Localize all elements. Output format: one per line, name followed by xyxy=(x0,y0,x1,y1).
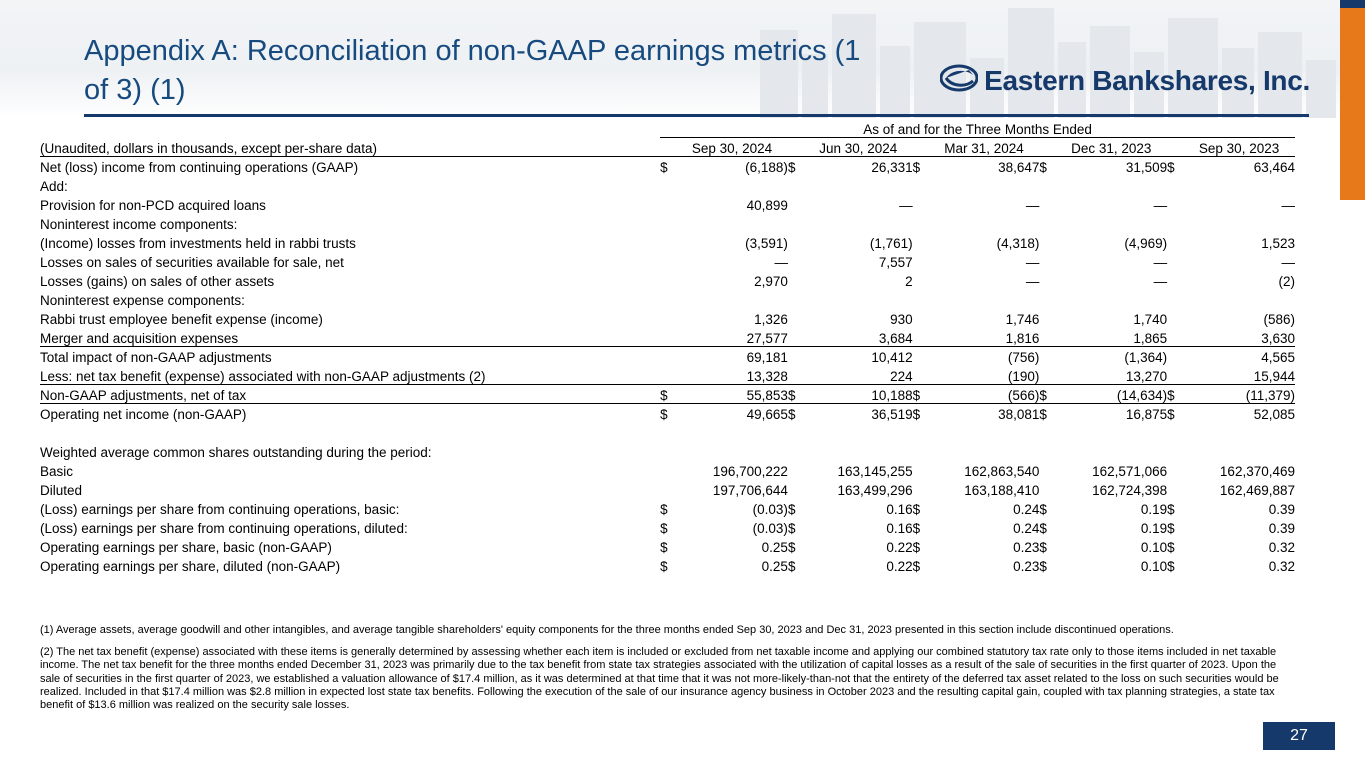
currency-symbol xyxy=(1039,175,1055,194)
row-label: Total impact of non-GAAP adjustments xyxy=(40,346,660,365)
company-logo-text: Eastern Bankshares, Inc. xyxy=(984,64,1310,96)
cell-value: (11,379) xyxy=(1183,384,1295,403)
row-label: Rabbi trust employee benefit expense (income) xyxy=(40,312,323,327)
cell-value: 1,326 xyxy=(754,312,788,327)
cell-value: (190) xyxy=(1007,368,1040,384)
currency-symbol xyxy=(788,232,804,251)
currency-symbol xyxy=(660,327,676,346)
cell-value: 163,188,410 xyxy=(964,483,1040,498)
cell-value: (0.03) xyxy=(752,502,788,517)
cell-value xyxy=(1183,213,1295,232)
currency-symbol xyxy=(913,194,929,213)
cell-value xyxy=(676,441,788,460)
currency-symbol: $ xyxy=(788,403,804,422)
currency-symbol xyxy=(788,251,804,270)
currency-symbol xyxy=(660,308,676,327)
currency-symbol: $ xyxy=(787,540,796,555)
unit-note: (Unaudited, dollars in thousands, except per-share data) xyxy=(40,140,377,156)
currency-symbol: $ xyxy=(660,384,676,403)
cell-value xyxy=(676,213,788,232)
cell-value xyxy=(676,175,788,194)
col-header-2: Mar 31, 2024 xyxy=(929,137,1040,156)
currency-symbol xyxy=(1039,346,1055,365)
currency-symbol xyxy=(1167,232,1183,251)
currency-symbol xyxy=(1167,289,1183,308)
table-row xyxy=(40,346,1295,365)
col-header-0: Sep 30, 2024 xyxy=(676,137,788,156)
currency-symbol xyxy=(660,460,676,479)
cell-value xyxy=(1055,213,1167,232)
company-logo xyxy=(940,62,1310,99)
row-label xyxy=(40,422,660,441)
cell-value: (1,761) xyxy=(869,236,913,251)
footnotes xyxy=(40,624,1285,721)
cell-value: 69,181 xyxy=(676,346,788,365)
currency-symbol xyxy=(913,441,929,460)
currency-symbol xyxy=(1167,213,1183,232)
table-row xyxy=(40,270,1295,289)
currency-symbol xyxy=(1039,460,1055,479)
cell-value: — xyxy=(1281,255,1295,270)
cell-value: 0.25 xyxy=(761,540,788,555)
cell-value xyxy=(1055,422,1167,441)
cell-value: 7,557 xyxy=(878,255,913,270)
cell-value: 40,899 xyxy=(746,198,788,213)
cell-value xyxy=(1055,289,1167,308)
table-row xyxy=(40,384,1295,403)
currency-symbol xyxy=(660,175,676,194)
currency-symbol xyxy=(660,365,676,384)
currency-symbol xyxy=(913,327,929,346)
cell-value: 0.22 xyxy=(886,559,913,574)
cell-value xyxy=(929,175,1040,194)
currency-symbol xyxy=(1039,270,1055,289)
cell-value: 0.19 xyxy=(1140,502,1168,517)
currency-symbol xyxy=(913,460,929,479)
cell-value: (4,318) xyxy=(996,236,1040,251)
currency-symbol: $ xyxy=(913,403,929,422)
cell-value: (14,634) xyxy=(1055,384,1167,403)
cell-value: 0.22 xyxy=(886,540,913,555)
currency-symbol: $ xyxy=(912,559,921,574)
table-column-header-row xyxy=(40,137,1295,156)
cell-value xyxy=(929,289,1040,308)
table-row xyxy=(40,422,1295,441)
cell-value: (0.03) xyxy=(752,521,788,536)
cell-value: — xyxy=(774,255,788,270)
row-label: Add: xyxy=(40,179,68,194)
row-label: Provision for non-PCD acquired loans xyxy=(40,198,266,213)
currency-symbol: $ xyxy=(660,540,668,555)
cell-value: — xyxy=(1281,198,1295,213)
table-row xyxy=(40,365,1295,384)
currency-symbol xyxy=(913,365,929,384)
currency-symbol xyxy=(913,308,929,327)
currency-symbol: $ xyxy=(913,384,929,403)
cell-value: 3,684 xyxy=(878,330,913,346)
currency-symbol: $ xyxy=(1039,403,1055,422)
cell-value: 55,853 xyxy=(676,384,788,403)
cell-value xyxy=(929,213,1040,232)
col-header-3: Dec 31, 2023 xyxy=(1055,137,1167,156)
cell-value: 0.24 xyxy=(1013,521,1040,536)
cell-value xyxy=(929,441,1040,460)
table-row xyxy=(40,289,1295,308)
cell-value xyxy=(1183,175,1295,194)
cell-value: (4,969) xyxy=(1124,236,1168,251)
currency-symbol: $ xyxy=(1039,502,1047,517)
currency-symbol xyxy=(660,251,676,270)
cell-value: 0.10 xyxy=(1140,559,1168,574)
cell-value: 63,464 xyxy=(1183,156,1295,175)
row-label: Less: net tax benefit (expense) associated with non-GAAP adjustments (2) xyxy=(40,368,486,384)
table-row xyxy=(40,327,1295,346)
currency-symbol xyxy=(1167,441,1183,460)
footnote-2: (2) The net tax benefit (expense) associated with these items is generally determined by assessing whether each item is included or excluded from net taxable income and applying our combined statutory tax rate only to those items included in net taxable income. The net tax benefit for the three months ended December 31, 2023 was primarily due to the tax benefit from state tax strategies associated with the utilization of capital losses as a result of the sale of securities in the first quarter of 2023. Upon the sale of securities in the first quarter of 2023, we established a valuation allowance of $17.4 million, as it was determined at that time that it was not more-likely-than-not that the entirety of the deferred tax asset related to the loss on such securities would be realized. Included in that $17.4 million was $2.8 million in expected lost state tax benefits. Following the execution of the sale of our insurance agency business in October 2023 and the resulting capital gain, coupled with tax planning strategies, a state tax benefit of $13.6 million was realized on the security sale losses. xyxy=(40,646,1279,712)
currency-symbol: $ xyxy=(912,540,921,555)
cell-value xyxy=(1183,289,1295,308)
cell-value xyxy=(804,213,913,232)
cell-value: 163,145,255 xyxy=(837,464,913,479)
currency-symbol xyxy=(913,289,929,308)
col-header-4: Sep 30, 2023 xyxy=(1183,137,1295,156)
cell-value: — xyxy=(1153,255,1168,270)
cell-value: 0.23 xyxy=(1013,540,1040,555)
currency-symbol xyxy=(660,346,676,365)
row-label: Basic xyxy=(40,464,74,479)
currency-symbol xyxy=(788,213,804,232)
currency-symbol xyxy=(1167,251,1183,270)
currency-symbol xyxy=(1167,422,1183,441)
row-label: Operating earnings per share, basic (non-GAAP) xyxy=(40,540,332,555)
right-edge-white-fill xyxy=(1340,200,1365,768)
cell-value: 0.10 xyxy=(1140,540,1168,555)
currency-symbol xyxy=(1039,289,1055,308)
table-row xyxy=(40,479,1295,498)
currency-symbol xyxy=(788,346,804,365)
currency-symbol: $ xyxy=(912,521,921,536)
row-label: Diluted xyxy=(40,483,83,498)
currency-symbol: $ xyxy=(1039,156,1055,175)
currency-symbol: $ xyxy=(1167,403,1183,422)
currency-symbol xyxy=(788,441,804,460)
currency-symbol: $ xyxy=(1167,502,1175,517)
title-divider xyxy=(84,114,1309,117)
cell-value: 0.32 xyxy=(1268,540,1295,555)
cell-value: — xyxy=(1025,198,1040,213)
cell-value: 0.16 xyxy=(886,521,913,536)
page-title: Appendix A: Reconciliation of non-GAAP earnings metrics (1 of 3) (1) xyxy=(84,35,861,106)
cell-value xyxy=(804,441,913,460)
currency-symbol xyxy=(660,479,676,498)
currency-symbol: $ xyxy=(1039,540,1047,555)
right-edge-accent-bar xyxy=(1340,0,1365,200)
row-label: Losses (gains) on sales of other assets xyxy=(40,274,275,289)
cell-value: 49,665 xyxy=(676,403,788,422)
table-row xyxy=(40,213,1295,232)
cell-value: 0.23 xyxy=(1013,559,1040,574)
table-row xyxy=(40,251,1295,270)
currency-symbol xyxy=(1167,460,1183,479)
cell-value xyxy=(676,422,788,441)
table-row xyxy=(40,555,1295,574)
currency-symbol: $ xyxy=(787,521,796,536)
currency-symbol xyxy=(913,175,929,194)
cell-value: (3,591) xyxy=(745,236,788,251)
currency-symbol xyxy=(1167,308,1183,327)
currency-symbol xyxy=(1167,327,1183,346)
row-label: Net (loss) income from continuing operations (GAAP) xyxy=(40,156,660,175)
currency-symbol xyxy=(660,422,676,441)
currency-symbol: $ xyxy=(788,156,804,175)
cell-value: 196,700,222 xyxy=(712,464,788,479)
cell-value: 15,944 xyxy=(1253,368,1295,384)
cell-value: 13,270 xyxy=(1125,368,1168,384)
cell-value: 1,523 xyxy=(1261,236,1295,251)
currency-symbol xyxy=(913,251,929,270)
cell-value: 162,469,887 xyxy=(1219,483,1295,498)
currency-symbol xyxy=(660,441,676,460)
currency-symbol xyxy=(1039,441,1055,460)
currency-symbol: $ xyxy=(1039,521,1047,536)
currency-symbol xyxy=(1167,270,1183,289)
currency-symbol xyxy=(1039,251,1055,270)
cell-value: 1,740 xyxy=(1133,312,1168,327)
table-row xyxy=(40,156,1295,175)
currency-symbol xyxy=(1039,479,1055,498)
cell-value: (756) xyxy=(929,346,1040,365)
currency-symbol xyxy=(1039,422,1055,441)
row-label: (Loss) earnings per share from continuing operations, basic: xyxy=(40,502,400,517)
cell-value: 162,863,540 xyxy=(964,464,1040,479)
currency-symbol xyxy=(1039,232,1055,251)
cell-value: 162,370,469 xyxy=(1219,464,1295,479)
cell-value: 0.19 xyxy=(1140,521,1168,536)
currency-symbol xyxy=(1167,346,1183,365)
cell-value: 930 xyxy=(890,312,913,327)
cell-value: — xyxy=(1025,274,1040,289)
currency-symbol xyxy=(913,213,929,232)
currency-symbol: $ xyxy=(1167,540,1175,555)
currency-symbol xyxy=(1167,194,1183,213)
row-label: Merger and acquisition expenses xyxy=(40,330,239,346)
cell-value: 31,509 xyxy=(1055,156,1167,175)
cell-value: (566) xyxy=(929,384,1040,403)
row-label: Losses on sales of securities available for sale, net xyxy=(40,255,344,270)
currency-symbol: $ xyxy=(660,156,676,175)
cell-value: — xyxy=(1025,255,1040,270)
currency-symbol xyxy=(1167,365,1183,384)
cell-value: 13,328 xyxy=(746,368,788,384)
currency-symbol xyxy=(660,270,676,289)
row-label: Noninterest expense components: xyxy=(40,293,245,308)
table-period-header-row xyxy=(40,118,1295,137)
table-row xyxy=(40,460,1295,479)
currency-symbol: $ xyxy=(1039,384,1055,403)
page-number-badge: 27 xyxy=(1263,722,1335,750)
row-label: Operating earnings per share, diluted (non-GAAP) xyxy=(40,559,341,574)
currency-symbol: $ xyxy=(788,384,804,403)
table-row xyxy=(40,194,1295,213)
cell-value: 27,577 xyxy=(746,330,788,346)
currency-symbol: $ xyxy=(660,521,668,536)
cell-value xyxy=(929,422,1040,441)
cell-value xyxy=(804,289,913,308)
cell-value: 1,746 xyxy=(1005,312,1040,327)
currency-symbol xyxy=(1039,308,1055,327)
currency-symbol: $ xyxy=(1167,156,1183,175)
currency-symbol xyxy=(788,460,804,479)
cell-value: 10,188 xyxy=(804,384,913,403)
row-label: (Loss) earnings per share from continuing operations, diluted: xyxy=(40,521,408,536)
cell-value: 0.39 xyxy=(1268,502,1295,517)
cell-value: — xyxy=(1153,198,1168,213)
cell-value: 4,565 xyxy=(1183,346,1295,365)
row-label: Weighted average common shares outstanding during the period: xyxy=(40,445,432,460)
currency-symbol: $ xyxy=(1039,559,1047,574)
currency-symbol: $ xyxy=(660,502,668,517)
cell-value xyxy=(1183,422,1295,441)
table-row xyxy=(40,441,1295,460)
currency-symbol xyxy=(913,346,929,365)
currency-symbol xyxy=(913,422,929,441)
currency-symbol xyxy=(788,194,804,213)
row-label: Non-GAAP adjustments, net of tax xyxy=(40,384,660,403)
currency-symbol xyxy=(1167,175,1183,194)
cell-value: (586) xyxy=(1263,312,1295,327)
cell-value: 162,724,398 xyxy=(1092,483,1168,498)
cell-value: 52,085 xyxy=(1183,403,1295,422)
currency-symbol: $ xyxy=(913,156,929,175)
eastern-bankshares-mark-icon xyxy=(940,62,978,99)
col-header-1: Jun 30, 2024 xyxy=(804,137,913,156)
cell-value: 2,970 xyxy=(754,274,788,289)
cell-value xyxy=(1183,441,1295,460)
cell-value: 26,331 xyxy=(804,156,913,175)
currency-symbol xyxy=(788,365,804,384)
table-row xyxy=(40,498,1295,517)
cell-value: 0.25 xyxy=(761,559,788,574)
currency-symbol: $ xyxy=(787,559,796,574)
cell-value: 1,865 xyxy=(1133,330,1168,346)
cell-value: 162,571,066 xyxy=(1092,464,1168,479)
table-row xyxy=(40,308,1295,327)
cell-value: 36,519 xyxy=(804,403,913,422)
cell-value: 0.39 xyxy=(1268,521,1295,536)
currency-symbol: $ xyxy=(787,502,796,517)
cell-value: — xyxy=(1153,274,1168,289)
cell-value: 2 xyxy=(905,274,913,289)
currency-symbol: $ xyxy=(912,502,921,517)
cell-value xyxy=(1055,175,1167,194)
currency-symbol xyxy=(660,194,676,213)
footnote-1: (1) Average assets, average goodwill and other intangibles, and average tangible shareholders' equity components for the three months ended Sep 30, 2023 and Dec 31, 2023 presented in this section include discontinued operations. xyxy=(40,624,1174,636)
cell-value: 0.24 xyxy=(1013,502,1040,517)
cell-value: 38,647 xyxy=(929,156,1040,175)
currency-symbol xyxy=(913,270,929,289)
table-row xyxy=(40,517,1295,536)
currency-symbol xyxy=(660,289,676,308)
cell-value: 16,875 xyxy=(1055,403,1167,422)
currency-symbol xyxy=(1039,213,1055,232)
currency-symbol xyxy=(788,289,804,308)
cell-value xyxy=(1055,441,1167,460)
cell-value: 10,412 xyxy=(804,346,913,365)
currency-symbol xyxy=(660,232,676,251)
currency-symbol xyxy=(913,232,929,251)
row-label: (Income) losses from investments held in rabbi trusts xyxy=(40,236,356,251)
cell-value: 163,499,296 xyxy=(837,483,913,498)
currency-symbol: $ xyxy=(1167,521,1175,536)
table-row xyxy=(40,175,1295,194)
table-row xyxy=(40,403,1295,422)
currency-symbol xyxy=(788,422,804,441)
currency-symbol xyxy=(788,479,804,498)
cell-value xyxy=(804,175,913,194)
cell-value: 0.32 xyxy=(1268,559,1295,574)
cell-value: (6,188) xyxy=(676,156,788,175)
currency-symbol: $ xyxy=(660,559,668,574)
currency-symbol xyxy=(1039,365,1055,384)
currency-symbol xyxy=(660,213,676,232)
row-label: Operating net income (non-GAAP) xyxy=(40,403,660,422)
cell-value xyxy=(676,289,788,308)
row-label: Noninterest income components: xyxy=(40,217,238,232)
currency-symbol xyxy=(788,308,804,327)
cell-value xyxy=(804,422,913,441)
currency-symbol: $ xyxy=(1167,559,1175,574)
right-edge-navy-cap xyxy=(1340,0,1365,8)
table-row xyxy=(40,536,1295,555)
currency-symbol xyxy=(788,270,804,289)
period-header: As of and for the Three Months Ended xyxy=(660,118,1295,137)
currency-symbol xyxy=(788,327,804,346)
non-gaap-reconciliation-table xyxy=(40,118,1295,574)
table-row xyxy=(40,232,1295,251)
cell-value: 38,081 xyxy=(929,403,1040,422)
cell-value: (2) xyxy=(1278,274,1295,289)
cell-value: 197,706,644 xyxy=(712,483,788,498)
cell-value: 3,630 xyxy=(1261,330,1295,346)
currency-symbol: $ xyxy=(660,403,676,422)
currency-symbol xyxy=(1039,327,1055,346)
currency-symbol xyxy=(788,175,804,194)
cell-value: (1,364) xyxy=(1055,346,1167,365)
currency-symbol: $ xyxy=(1167,384,1183,403)
cell-value: 0.16 xyxy=(886,502,913,517)
currency-symbol xyxy=(1167,479,1183,498)
cell-value: — xyxy=(899,198,913,213)
cell-value: 224 xyxy=(890,368,913,384)
currency-symbol xyxy=(913,479,929,498)
currency-symbol xyxy=(1039,194,1055,213)
cell-value: 1,816 xyxy=(1005,330,1040,346)
